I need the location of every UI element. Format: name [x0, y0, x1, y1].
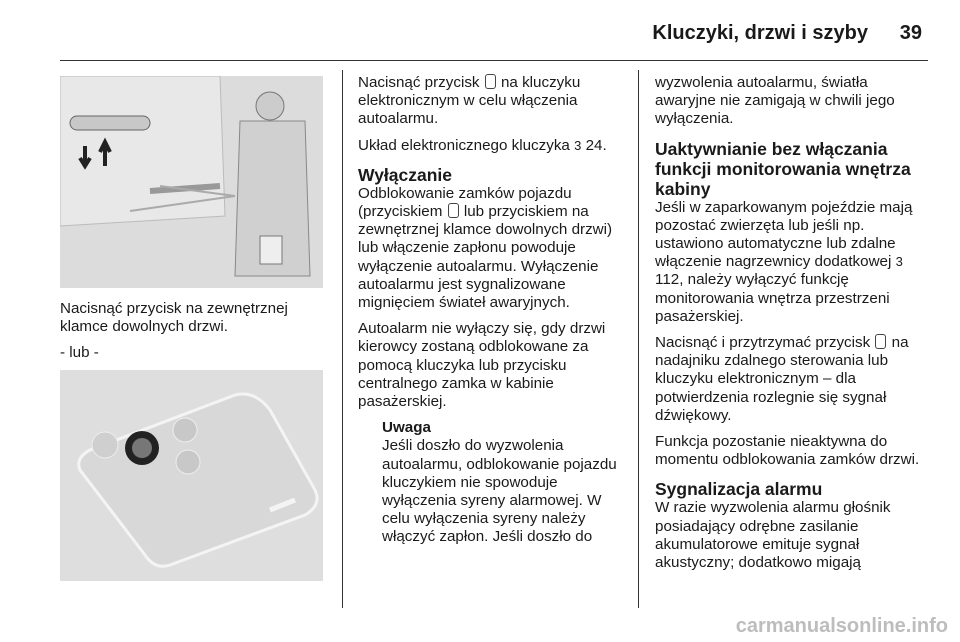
disarm-paragraph: Odblokowanie zamków pojazdu (przyciskiem lub przyciskiem na zewnętrznej klamce dowolnych drzwi) lub włączenie zapłonu powoduje wyłączenie autoalarmu. Wyłączenie autoalarmu jest sygnalizowane mignięciem świateł awaryjnych.: [358, 184, 613, 312]
heading-sygnalizacja: Sygnalizacja alarmu: [655, 479, 823, 500]
alarm-signal-paragraph: W razie wyzwolenia alarmu głośnik posiadający odrębne zasilanie akumulatorowe emituje sygnał akustyczny; dodatkowo migają: [655, 499, 891, 572]
continued-paragraph: wyzwolenia autoalarmu, światła awaryjne nie zamigają w chwili jego wyłączenia.: [655, 74, 895, 128]
door-handle-illustration: [60, 76, 323, 288]
heading-wylaczanie: Wyłączanie: [358, 164, 453, 185]
lock-button-icon: [485, 74, 496, 89]
lock-button-icon: [875, 334, 886, 349]
arm-paragraph: Nacisnąć przycisk na kluczyku elektronicznym w celu włączenia autoalarmu.: [358, 74, 581, 128]
header-title: Kluczyki, drzwi i szyby: [652, 22, 868, 44]
column-divider-1: [342, 70, 343, 608]
instruction-text: Nacisnąć przycisk na zewnętrznej klamce dowolnych drzwi.: [60, 300, 288, 336]
key-card-illustration: [60, 370, 323, 581]
pets-paragraph: Jeśli w zaparkowanym pojeździe mają pozostać zwierzęta lub jeśli np. ustawiono automatyczne lub zdalne włączenie nagrzewnicy dodatkowej 3 112, należy wyłączyć funkcję monitorowania wnętrza przestrzeni pasażerskiej.: [655, 198, 913, 325]
page-number: 39: [899, 22, 922, 44]
header-rule: [60, 60, 928, 61]
driver-door-paragraph: Autoalarm nie wyłączy się, gdy drzwi kierowcy zostaną odblokowane za pomocą kluczyka lub przycisku centralnego zamka w kabinie pasażerskiej.: [358, 320, 606, 411]
reference-arrow-icon: 3: [895, 254, 903, 270]
inactive-paragraph: Funkcja pozostanie nieaktywna do momentu odblokowania zamków drzwi.: [655, 433, 920, 469]
watermark: carmanualsonline.info: [735, 615, 948, 637]
press-hold-paragraph: Nacisnąć i przytrzymać przycisk na nadajniku zdalnego sterowania lub kluczyku elektronicznym – dla potwierdzenia rozlegnie się sygnał dźwiękowy.: [655, 334, 909, 424]
note-text: Jeśli doszło do wyzwolenia autoalarmu, odblokowanie pojazdu kluczykiem nie spowoduje wyłączenia syreny alarmowej. W celu wyłączenia syreny należy włączyć zapłon. Jeśli doszło do: [382, 437, 617, 546]
heading-uaktywnianie: Uaktywnianie bez włączania funkcji monitorowania wnętrza kabiny: [655, 138, 911, 199]
unlock-button-icon: [448, 203, 459, 218]
alternative-text: - lub -: [60, 344, 99, 362]
note-block: [358, 419, 628, 546]
reference-arrow-icon: 3: [574, 137, 582, 153]
note-title: Uwaga: [382, 419, 431, 437]
key-reference-paragraph: Układ elektronicznego kluczyka 3 24.: [358, 136, 607, 154]
column-divider-2: [638, 70, 639, 608]
